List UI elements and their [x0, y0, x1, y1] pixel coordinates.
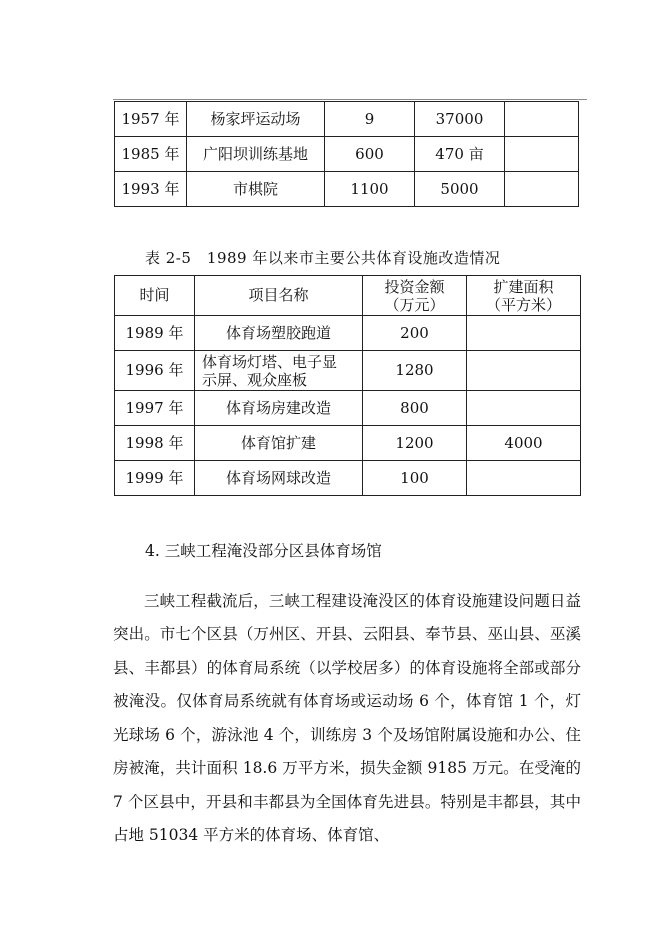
area-cell: [467, 461, 581, 496]
table-row: [115, 316, 581, 351]
time-cell: 1989 年: [115, 316, 195, 351]
project-text: 体育场塑胶跑道: [225, 323, 331, 342]
investment-cell: 200: [363, 316, 467, 351]
facility-renovation-table: [114, 275, 581, 496]
value-cell: 1100: [325, 172, 415, 207]
time-header: 时间: [115, 276, 195, 316]
area-cell: 5000: [415, 172, 505, 207]
area-header: [467, 276, 581, 316]
time-cell: 1999 年: [115, 461, 195, 496]
empty-cell: [505, 102, 579, 137]
table-row: [115, 391, 581, 426]
project-text-line1: 体育场灯塔、电子显: [202, 352, 338, 371]
empty-cell: [505, 137, 579, 172]
year-cell: 1993 年: [115, 172, 187, 207]
project-text: 体育场网球改造: [225, 468, 331, 487]
time-cell: 1997 年: [115, 391, 195, 426]
investment-cell: 1280: [363, 351, 467, 391]
area-cell: [467, 391, 581, 426]
area-cell: [467, 316, 581, 351]
table-row: [115, 461, 581, 496]
table-caption: 表 2-5 1989 年以来市主要公共体育设施改造情况: [145, 249, 501, 267]
body-paragraph: 三峡工程截流后，三峡工程建设淹没区的体育设施建设问题日益突出。市七个区县（万州区、开县、云阳县、奉节县、巫山县、巫溪县、丰都县）的体育局系统（以学校居多）的体育设施将全部或部分被淹没。仅体育局系统就有体育场或运动场 6 个，体育馆 1 个，灯光球场 6 个，游泳池 4 个，训练房 3 个及场馆附属设施和办公、住房被淹，共计面积 18.6 万平方米，损失金额 9185 万元。在受淹的 7 个区县中，开县和丰都县为全国体育先进县。特别是丰都县，其中占地 51034 平方米的体育场、体育馆、: [113, 591, 581, 844]
project-cell: [195, 316, 363, 351]
facility-name-cell: 广阳坝训练基地: [187, 137, 325, 172]
investment-cell: 100: [363, 461, 467, 496]
table-row: [115, 172, 579, 207]
project-cell: [195, 351, 363, 391]
project-text-line2: 示屏、观众座板: [202, 370, 308, 389]
investment-header-line2: （万元）: [384, 295, 445, 314]
value-cell: 600: [325, 137, 415, 172]
year-cell: 1957 年: [115, 102, 187, 137]
section-heading: 4. 三峡工程淹没部分区县体育场馆: [145, 542, 382, 560]
project-text: 体育馆扩建: [240, 433, 316, 452]
area-cell: 4000: [467, 426, 581, 461]
facility-name-cell: 杨家坪运动场: [187, 102, 325, 137]
facility-name-cell: 市棋院: [187, 172, 325, 207]
table-row: [115, 102, 579, 137]
project-cell: [195, 426, 363, 461]
table-row: [115, 351, 581, 391]
project-text: 体育场房建改造: [225, 398, 331, 417]
page-header-rule: [113, 99, 587, 100]
investment-cell: 1200: [363, 426, 467, 461]
continued-facilities-table: [114, 101, 579, 207]
empty-cell: [505, 172, 579, 207]
area-cell: [467, 351, 581, 391]
table-row: [115, 426, 581, 461]
time-cell: 1998 年: [115, 426, 195, 461]
table-header-row: [115, 276, 581, 316]
area-cell: 37000: [415, 102, 505, 137]
year-cell: 1985 年: [115, 137, 187, 172]
table-row: [115, 137, 579, 172]
area-cell: 470 亩: [415, 137, 505, 172]
area-header-line2: （平方米）: [485, 295, 561, 314]
investment-header-line1: 投资金额: [384, 277, 445, 296]
investment-cell: 800: [363, 391, 467, 426]
project-cell: [195, 391, 363, 426]
investment-header: [363, 276, 467, 316]
time-cell: 1996 年: [115, 351, 195, 391]
area-header-line1: 扩建面积: [493, 277, 554, 296]
value-cell: 9: [325, 102, 415, 137]
project-header: 项目名称: [195, 276, 363, 316]
project-cell: [195, 461, 363, 496]
